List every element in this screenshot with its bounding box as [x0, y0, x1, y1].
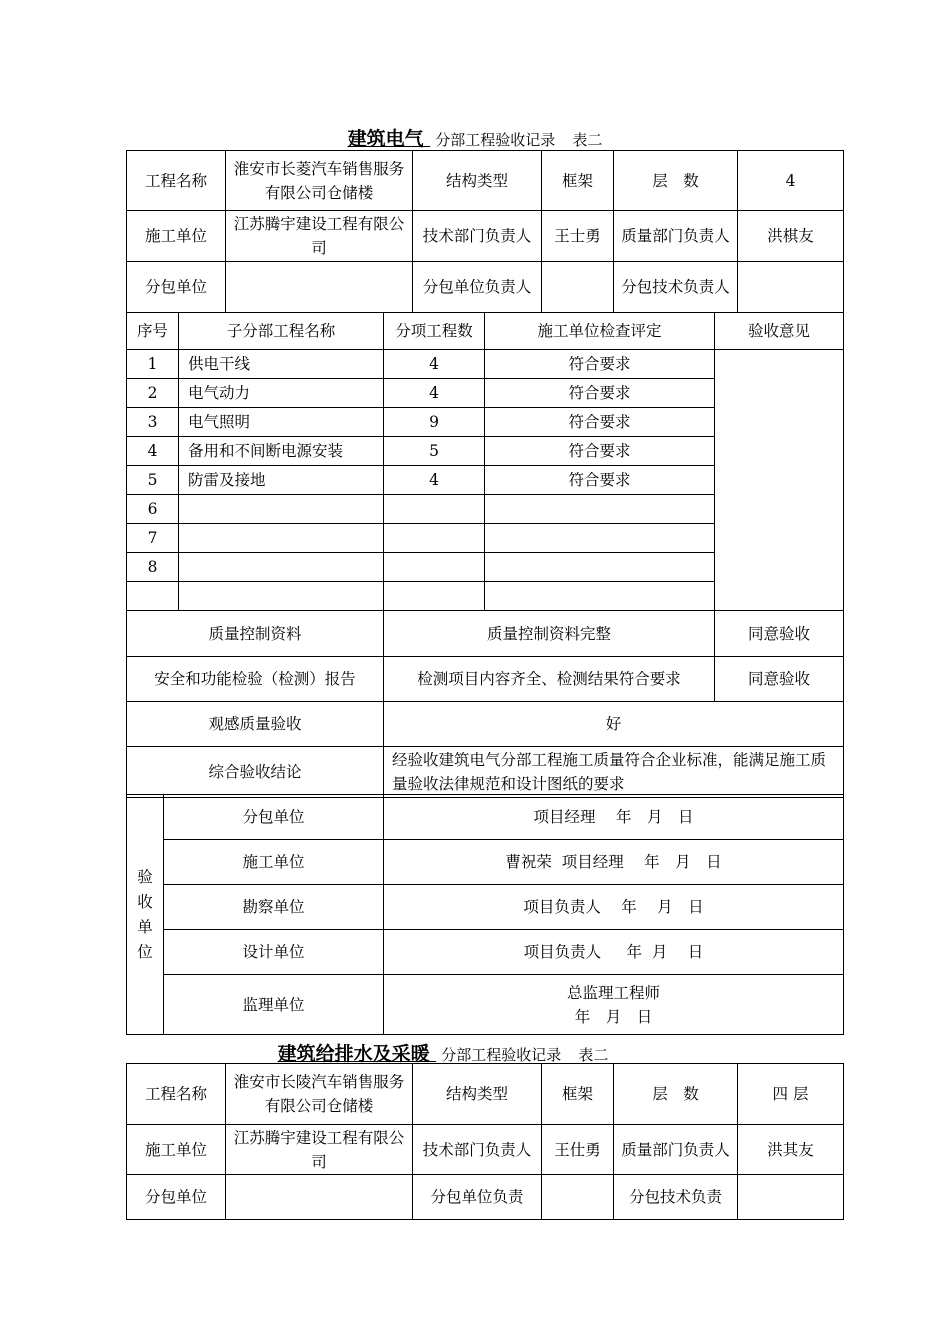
- row-no: 2: [127, 379, 179, 408]
- quality-head-label: 质量部门负责人: [614, 211, 738, 262]
- qc-value: 质量控制资料完整: [384, 611, 715, 657]
- row-check: 符合要求: [485, 437, 715, 466]
- accept-sign: 项目负责人 年 月 日: [384, 885, 844, 930]
- accept-unit-label: 验收单位: [127, 795, 164, 1035]
- accept-sign: 曹祝荣 项目经理 年 月 日: [384, 840, 844, 885]
- sub-head-value: [542, 1175, 614, 1220]
- row-check: 符合要求: [485, 350, 715, 379]
- conclusion-value: 经验收建筑电气分部工程施工质量符合企业标准，能满足施工质量验收法律规范和设计图纸的要求: [384, 747, 844, 798]
- floors-value: 四 层: [738, 1064, 844, 1125]
- subcontractor-label: 分包单位: [127, 262, 226, 313]
- sub-head-label: 分包单位负责人: [413, 262, 542, 313]
- project-name-label: 工程名称: [127, 151, 226, 211]
- structure-type-value: 框架: [542, 1064, 614, 1125]
- accept-sign: 项目负责人 年 月 日: [384, 930, 844, 975]
- visual-label: 观感质量验收: [127, 702, 384, 747]
- row-no: 3: [127, 408, 179, 437]
- row-check: 符合要求: [485, 379, 715, 408]
- col-opinion-header: 验收意见: [715, 313, 844, 350]
- project-name-label: 工程名称: [127, 1064, 226, 1125]
- floors-value: 4: [738, 151, 844, 211]
- supervisor-unit: 监理单位: [164, 975, 384, 1035]
- col-count-header: 分项工程数: [384, 313, 485, 350]
- opinion-cell: [715, 350, 844, 611]
- accept-unit-name: 施工单位: [164, 840, 384, 885]
- row-no: 8: [127, 553, 179, 582]
- row-name: [179, 495, 384, 524]
- sub-tech-label: 分包技术负责人: [614, 262, 738, 313]
- floors-label: 层 数: [614, 151, 738, 211]
- col-no-header: 序号: [127, 313, 179, 350]
- row-check: 符合要求: [485, 408, 715, 437]
- row-count: [384, 524, 485, 553]
- accept-sign: 项目经理 年 月 日: [384, 795, 844, 840]
- col-check-header: 施工单位检查评定: [485, 313, 715, 350]
- subcontractor-value: [226, 262, 413, 313]
- row-name: 防雷及接地: [179, 466, 384, 495]
- row-check: [485, 495, 715, 524]
- sub-tech-label: 分包技术负责: [614, 1175, 738, 1220]
- conclusion-label: 综合验收结论: [127, 747, 384, 798]
- section2-title: [0, 1039, 918, 1066]
- safety-value: 检测项目内容齐全、检测结果符合要求: [384, 657, 715, 702]
- section2-title-main: 建筑给排水及采暖: [277, 1043, 430, 1065]
- section2-header-table: [126, 1063, 844, 1220]
- row-name: 电气动力: [179, 379, 384, 408]
- sub-tech-value: [738, 1175, 844, 1220]
- section1-title: [0, 124, 950, 151]
- section2-title-table: 表二: [578, 1046, 609, 1064]
- quality-head-label: 质量部门负责人: [614, 1125, 738, 1175]
- row-name: [179, 553, 384, 582]
- row-count: 4: [384, 466, 485, 495]
- row-no: 1: [127, 350, 179, 379]
- sub-head-value: [542, 262, 614, 313]
- quality-head-value: 洪其友: [738, 1125, 844, 1175]
- tech-head-label: 技术部门负责人: [413, 1125, 542, 1175]
- row-count: 4: [384, 379, 485, 408]
- row-name: [179, 582, 384, 611]
- row-check: 符合要求: [485, 466, 715, 495]
- row-no: 5: [127, 466, 179, 495]
- safety-opinion: 同意验收: [715, 657, 844, 702]
- subcontractor-label: 分包单位: [127, 1175, 226, 1220]
- section1-title-table: 表二: [572, 131, 603, 149]
- section1-acceptance-table: [126, 794, 844, 1035]
- section2-title-sub: 分部工程验收记录: [441, 1046, 562, 1064]
- supervisor-sign: [384, 975, 844, 1035]
- section1-header-table: [126, 150, 844, 313]
- visual-value: 好: [384, 702, 844, 747]
- row-count: 4: [384, 350, 485, 379]
- qc-label: 质量控制资料: [127, 611, 384, 657]
- row-check: [485, 553, 715, 582]
- row-count: 9: [384, 408, 485, 437]
- row-no: 7: [127, 524, 179, 553]
- row-count: [384, 495, 485, 524]
- row-count: [384, 553, 485, 582]
- contractor-label: 施工单位: [127, 1125, 226, 1175]
- tech-head-label: 技术部门负责人: [413, 211, 542, 262]
- sub-head-label: 分包单位负责: [413, 1175, 542, 1220]
- contractor-value: 江苏腾宇建设工程有限公司: [226, 1125, 413, 1175]
- row-check: [485, 524, 715, 553]
- qc-opinion: 同意验收: [715, 611, 844, 657]
- accept-unit-name: 勘察单位: [164, 885, 384, 930]
- contractor-value: 江苏腾宇建设工程有限公司: [226, 211, 413, 262]
- project-name-value: 淮安市长陵汽车销售服务有限公司仓储楼: [226, 1064, 413, 1125]
- row-name: 电气照明: [179, 408, 384, 437]
- section1-title-main: 建筑电气: [347, 128, 424, 150]
- row-name: 供电干线: [179, 350, 384, 379]
- row-count: [384, 582, 485, 611]
- row-count: 5: [384, 437, 485, 466]
- col-name-header: 子分部工程名称: [179, 313, 384, 350]
- contractor-label: 施工单位: [127, 211, 226, 262]
- quality-head-value: 洪棋友: [738, 211, 844, 262]
- structure-type-value: 框架: [542, 151, 614, 211]
- section1-title-sub: 分部工程验收记录: [435, 131, 556, 149]
- accept-unit-name: 分包单位: [164, 795, 384, 840]
- structure-type-label: 结构类型: [413, 1064, 542, 1125]
- row-name: 备用和不间断电源安装: [179, 437, 384, 466]
- row-no: [127, 582, 179, 611]
- sub-tech-value: [738, 262, 844, 313]
- supervisor-line2: 年 月 日: [574, 1007, 653, 1026]
- row-no: 4: [127, 437, 179, 466]
- row-name: [179, 524, 384, 553]
- subcontractor-value: [226, 1175, 413, 1220]
- floors-label: 层 数: [614, 1064, 738, 1125]
- supervisor-line1: 总监理工程师: [566, 983, 660, 1002]
- safety-label: 安全和功能检验（检测）报告: [127, 657, 384, 702]
- section1-items-table: [126, 312, 844, 798]
- structure-type-label: 结构类型: [413, 151, 542, 211]
- tech-head-value: 王仕勇: [542, 1125, 614, 1175]
- row-check: [485, 582, 715, 611]
- accept-unit-name: 设计单位: [164, 930, 384, 975]
- row-no: 6: [127, 495, 179, 524]
- project-name-value: 淮安市长菱汽车销售服务有限公司仓储楼: [226, 151, 413, 211]
- tech-head-value: 王士勇: [542, 211, 614, 262]
